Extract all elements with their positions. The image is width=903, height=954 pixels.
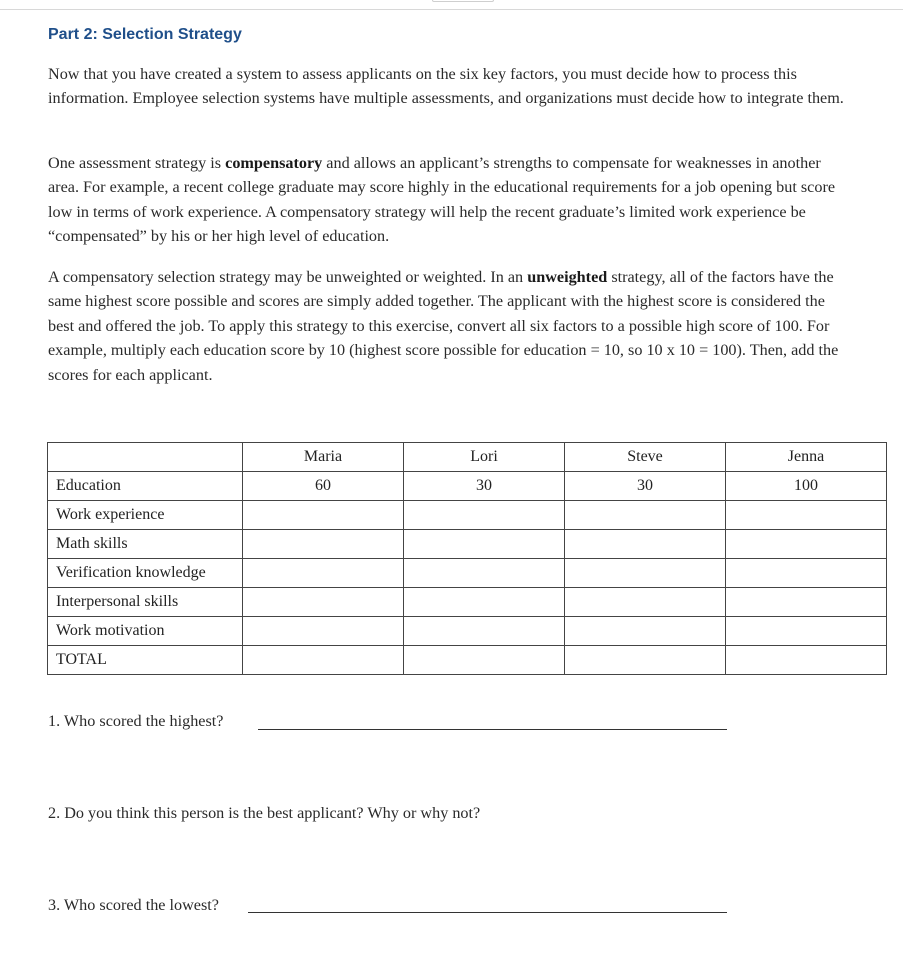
table-header-row <box>48 443 887 472</box>
question-2: 2. Do you think this person is the best applicant? Why or why not? <box>48 804 481 822</box>
score-cell[interactable] <box>243 530 404 559</box>
unweighted-paragraph <box>48 265 848 387</box>
answer-line-1[interactable] <box>258 729 727 730</box>
table-row <box>48 559 887 588</box>
table-row <box>48 501 887 530</box>
score-cell[interactable] <box>726 559 887 588</box>
score-cell[interactable] <box>404 559 565 588</box>
row-label: TOTAL <box>48 646 243 675</box>
header-applicant: Maria <box>243 443 404 472</box>
row-label: Math skills <box>48 530 243 559</box>
score-cell[interactable] <box>404 501 565 530</box>
score-cell[interactable]: 100 <box>726 472 887 501</box>
score-cell[interactable] <box>243 559 404 588</box>
score-table <box>47 442 887 675</box>
row-label: Interpersonal skills <box>48 588 243 617</box>
p3-bold-term: unweighted <box>527 268 608 286</box>
section-title: Part 2: Selection Strategy <box>48 26 242 43</box>
score-cell[interactable] <box>243 588 404 617</box>
question-1: 1. Who scored the highest? <box>48 712 224 730</box>
score-cell[interactable] <box>565 530 726 559</box>
score-cell[interactable] <box>404 530 565 559</box>
score-cell[interactable] <box>726 646 887 675</box>
score-cell[interactable] <box>565 501 726 530</box>
page-tab-handle <box>432 0 494 2</box>
score-cell[interactable] <box>404 617 565 646</box>
score-cell[interactable] <box>243 646 404 675</box>
compensatory-paragraph <box>48 151 848 249</box>
score-cell[interactable] <box>243 501 404 530</box>
p2-text-a: One assessment strategy is <box>48 154 226 172</box>
score-cell[interactable] <box>726 588 887 617</box>
table-row-total <box>48 646 887 675</box>
row-label: Work motivation <box>48 617 243 646</box>
top-divider <box>0 9 903 10</box>
score-cell[interactable] <box>726 530 887 559</box>
score-cell[interactable] <box>565 617 726 646</box>
score-cell[interactable] <box>726 501 887 530</box>
header-blank-cell <box>48 443 243 472</box>
score-cell[interactable] <box>565 646 726 675</box>
score-cell[interactable] <box>243 617 404 646</box>
row-label: Education <box>48 472 243 501</box>
table-row <box>48 472 887 501</box>
header-applicant: Lori <box>404 443 565 472</box>
p3-text-a: A compensatory selection strategy may be unweighted or weighted. In an <box>48 268 528 286</box>
intro-paragraph: Now that you have created a system to assess applicants on the six key factors, you must decide how to process this information. Employee selection systems have multiple assessments, and organizations must decide how to integrate them. <box>48 65 844 108</box>
row-label: Verification knowledge <box>48 559 243 588</box>
table-row <box>48 617 887 646</box>
p2-text-b: and allows an applicant’s strengths to compensate for weaknesses in another area. For example, a recent college graduate may score highly in the educational requirements for a job opening but score low in terms of work experience. A compensatory strategy will help the recent graduate’s limited work experience be “compensated” by his or her high level of education. <box>48 154 836 246</box>
score-cell[interactable]: 30 <box>565 472 726 501</box>
p2-bold-term: compensatory <box>225 154 323 172</box>
p3-text-b: strategy, all of the factors have the same highest score possible and scores are simply added together. The applicant with the highest score is considered the best and offered the job. To apply this strategy to this exercise, convert all six factors to a possible high score of 100. For example, multiply each education score by 10 (highest score possible for education = 10, so 10 x 10 = 100). Then, add the scores for each applicant. <box>48 268 839 384</box>
header-applicant: Jenna <box>726 443 887 472</box>
header-applicant: Steve <box>565 443 726 472</box>
table-row <box>48 530 887 559</box>
question-3: 3. Who scored the lowest? <box>48 896 219 914</box>
answer-line-3[interactable] <box>248 912 727 913</box>
score-cell[interactable] <box>726 617 887 646</box>
score-cell[interactable]: 60 <box>243 472 404 501</box>
score-cell[interactable] <box>404 646 565 675</box>
score-cell[interactable] <box>404 588 565 617</box>
score-cell[interactable] <box>565 588 726 617</box>
table-row <box>48 588 887 617</box>
score-cell[interactable]: 30 <box>404 472 565 501</box>
score-cell[interactable] <box>565 559 726 588</box>
row-label: Work experience <box>48 501 243 530</box>
